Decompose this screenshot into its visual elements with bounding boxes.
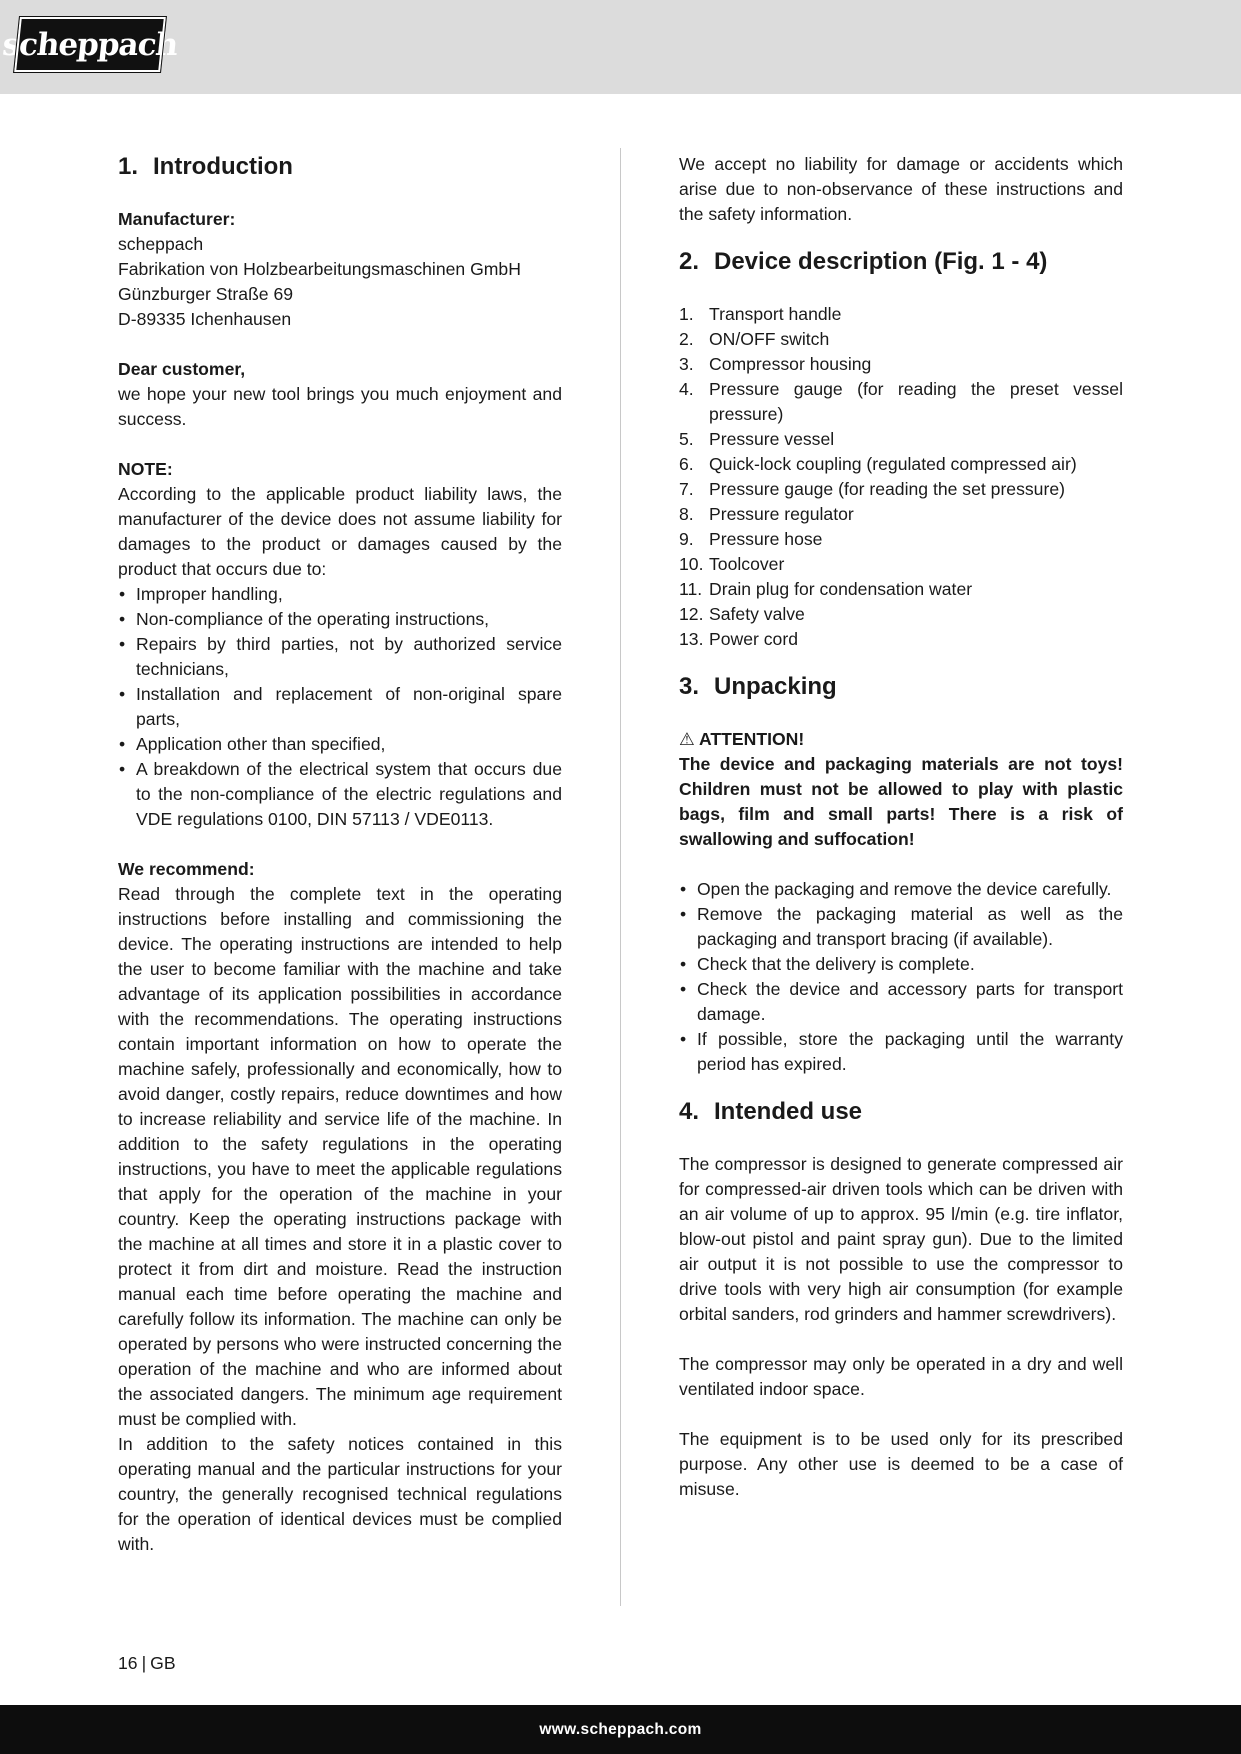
section-heading-device-description: 2. Device description (Fig. 1 - 4)	[679, 248, 1048, 275]
website-link[interactable]: www.scheppach.com	[539, 1720, 702, 1738]
page-number: 16 | GB	[118, 1653, 176, 1673]
list-item: 13. Power cord	[679, 629, 798, 649]
header-band	[0, 0, 1241, 94]
liability-list	[118, 582, 562, 832]
list-item: 1. Transport handle	[679, 304, 842, 324]
column-divider	[620, 148, 621, 1606]
warning-icon: ⚠	[679, 729, 695, 749]
intended-use-paragraph: The equipment is to be used only for its prescribed purpose. Any other use is deemed to be a case of misuse.	[679, 1429, 1123, 1499]
right-column	[679, 152, 1123, 1502]
address-line: scheppach	[118, 234, 204, 254]
device-parts-list	[679, 302, 1123, 652]
unpacking-list	[679, 877, 1123, 1077]
list-item: • Check the device and accessory parts for transport damage.	[679, 977, 1123, 1027]
section-heading-unpacking: 3. Unpacking	[679, 673, 837, 700]
list-item: 8. Pressure regulator	[679, 504, 854, 524]
section-heading-introduction: 1. Introduction	[118, 153, 293, 180]
footer-band	[0, 1705, 1241, 1754]
liability-text: We accept no liability for damage or accidents which arise due to non-observance of these instructions and the safety information.	[679, 154, 1123, 224]
list-item: 10. Toolcover	[679, 554, 785, 574]
list-item: • Repairs by third parties, not by authorized service technicians,	[118, 632, 562, 682]
brand-logo: scheppach	[14, 17, 166, 72]
address-line: Fabrikation von Holzbearbeitungsmaschinen GmbH	[118, 259, 521, 279]
list-item: 6. Quick-lock coupling (regulated compressed air)	[679, 454, 1077, 474]
list-item: 7. Pressure gauge (for reading the set pressure)	[679, 479, 1065, 499]
list-item: • Remove the packaging material as well as the packaging and transport bracing (if available).	[679, 902, 1123, 952]
recommend-text: Read through the complete text in the operating instructions before installing and commissioning the device. The operating instructions are intended to help the user to become familiar with the machine and take advantage of its application possibilities in accordance with the recommendations. The operating instructions contain important information on how to operate the machine safely, professionally and economically, how to avoid danger, costly repairs, reduce downtimes and how to increase reliability and service life of the machine. In addition to the safety regulations in the operating instructions, you have to meet the applicable regulations that apply for the operation of the machine in your country. Keep the operating instructions package with the machine at all times and store it in a plastic cover to protect it from dirt and moisture. Read the instruction manual each time before operating the machine and carefully follow its information. The machine can only be operated by persons who were instructed concerning the operation of the machine and who are informed about the associated dangers. The minimum age requirement must be complied with.	[118, 884, 562, 1429]
attention-text: The device and packaging materials are not toys! Children must not be allowed to play with plastic bags, film and small parts! There is a risk of swallowing and suffocation!	[679, 754, 1123, 849]
address-line: D-89335 Ichenhausen	[118, 309, 292, 329]
section-heading-intended-use: 4. Intended use	[679, 1098, 863, 1125]
list-item: • Open the packaging and remove the device carefully.	[679, 877, 1123, 902]
list-item: 11. Drain plug for condensation water	[679, 579, 973, 599]
list-item: 2. ON/OFF switch	[679, 329, 830, 349]
addition-text: In addition to the safety notices contained in this operating manual and the particular instructions for your country, the generally recognised technical regulations for the operation of identical devices must be complied with.	[118, 1434, 562, 1554]
recommend-label: We recommend:	[118, 859, 255, 879]
list-item: • Non-compliance of the operating instructions,	[118, 607, 562, 632]
intended-use-paragraph: The compressor may only be operated in a dry and well ventilated indoor space.	[679, 1354, 1123, 1399]
list-item: • A breakdown of the electrical system that occurs due to the non-compliance of the electric regulations and VDE regulations 0100, DIN 57113 / VDE0113.	[118, 757, 562, 832]
list-item: • If possible, store the packaging until the warranty period has expired.	[679, 1027, 1123, 1077]
dear-customer-text: we hope your new tool brings you much enjoyment and success.	[118, 384, 562, 429]
note-text: According to the applicable product liability laws, the manufacturer of the device does not assume liability for damages to the product or damages caused by the product that occurs due to:	[118, 484, 562, 579]
list-item: 9. Pressure hose	[679, 529, 823, 549]
left-column	[118, 152, 562, 1557]
list-item: • Improper handling,	[118, 582, 562, 607]
list-item: 5. Pressure vessel	[679, 429, 835, 449]
attention-label: ⚠ ATTENTION!	[679, 727, 1123, 752]
list-item: 4. Pressure gauge (for reading the preset vessel pressure)	[679, 379, 1123, 424]
note-label: NOTE:	[118, 459, 173, 479]
manufacturer-label: Manufacturer:	[118, 209, 236, 229]
list-item: 12. Safety valve	[679, 604, 805, 624]
list-item: • Check that the delivery is complete.	[679, 952, 1123, 977]
intended-use-paragraph: The compressor is designed to generate compressed air for compressed-air driven tools which can be driven with an air volume of up to approx. 95 l/min (e.g. tire inflator, blow-out pistol and paint spray gun). Due to the limited air output it is not possible to use the compressor to drive tools with very high air consumption (for example orbital sanders, rod grinders and hammer screwdrivers).	[679, 1154, 1123, 1324]
list-item: • Installation and replacement of non-original spare parts,	[118, 682, 562, 732]
list-item: 3. Compressor housing	[679, 354, 872, 374]
list-item: • Application other than specified,	[118, 732, 562, 757]
address-line: Günzburger Straße 69	[118, 284, 294, 304]
dear-customer-label: Dear customer,	[118, 359, 246, 379]
